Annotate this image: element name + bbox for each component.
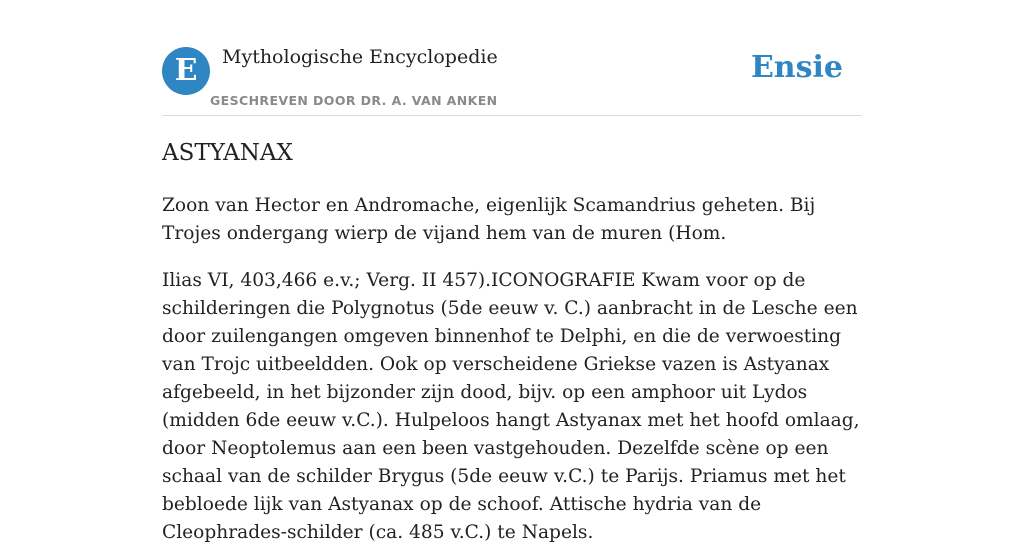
header bbox=[162, 0, 862, 116]
page-container bbox=[162, 0, 862, 543]
brand-logo[interactable]: Ensie bbox=[750, 50, 843, 85]
entry-paragraph-2: Ilias VI, 403,466 e.v.; Verg. II 457).ICONOGRAFIE Kwam voor op de schilderingen die Polygnotus (5de eeuw v. C.) aanbracht in de Lesche een door zuilengangen omgeven binnenhof te Delphi, en die de verwoesting van Trojc uitbeeldden. Ook op verscheidene Griekse vazen is Astyanax afgebeeld, in het bijzonder zijn dood, bijv. op een amphoor uit Lydos (midden 6de eeuw v.C.). Hulpeloos hangt Astyanax met het hoofd omlaag, door Neoptolemus aan een been vastgehouden. Dezelfde scène op een schaal van de schilder Brygus (5de eeuw v.C.) te Parijs. Priamus met het bebloede lijk van Astyanax op de schoof. Attische hydria van de Cleophrades-schilder (ca. 485 v.C.) te Napels. bbox=[162, 270, 860, 543]
author-byline: GESCHREVEN DOOR DR. A. VAN ANKEN bbox=[210, 93, 498, 108]
entry-paragraph-1: Zoon van Hector en Andromache, eigenlijk Scamandrius geheten. Bij Trojes ondergang wierp de vijand hem van de muren (Hom. bbox=[162, 195, 816, 244]
site-title[interactable]: Mythologische Encyclopedie bbox=[222, 46, 498, 68]
entry-title: ASTYANAX bbox=[162, 140, 293, 166]
site-logo[interactable]: E bbox=[162, 47, 210, 95]
